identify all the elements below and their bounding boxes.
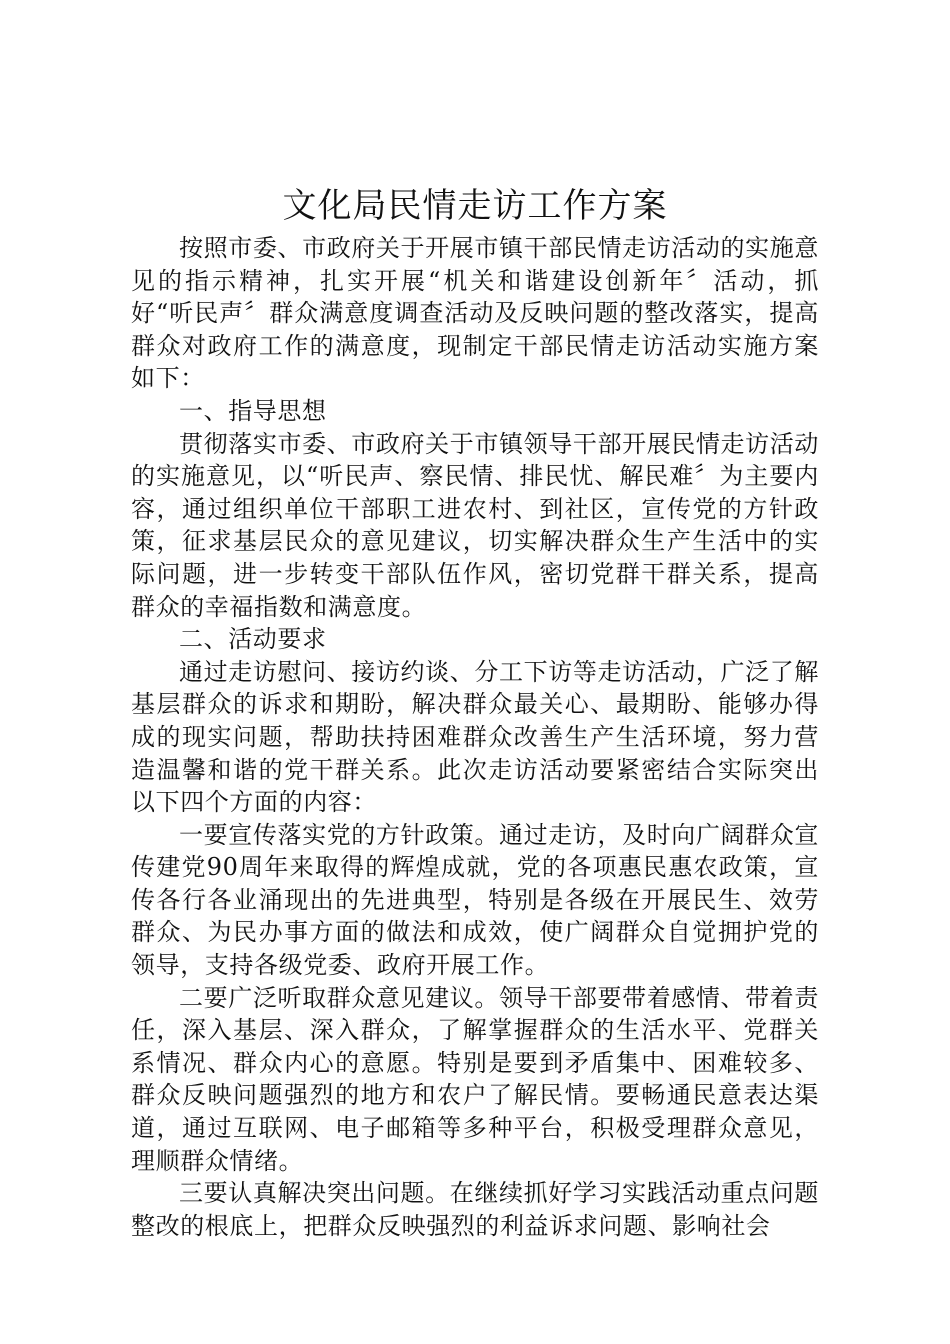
activity-requirements-paragraph: 通过走访慰问、接访约谈、分工下访等走访活动，广泛了解基层群众的诉求和期盼，解决群众最关心、最期盼、能够办得成的现实问题，帮助扶持困难群众改善生产生活环境，努力营造温馨和谐的党干群关系。此次走访活动要紧密结合实际突出以下四个方面的内容： <box>131 657 819 817</box>
intro-paragraph: 按照市委、市政府关于开展市镇干部民情走访活动的实施意见的指示精神，扎实开展“机关和谐建设创新年〞活动，抓好“听民声〞群众满意度调查活动及反映问题的整改落实，提高群众对政府工作的满意度，现制定干部民情走访活动实施方案如下： <box>131 234 819 393</box>
document-title: 文化局民情走访工作方案 <box>282 186 668 226</box>
section-heading-guiding-thought: 一、指导思想 <box>179 396 327 425</box>
guiding-thought-paragraph: 贯彻落实市委、市政府关于市镇领导干部开展民情走访活动的实施意见，以“听民声、察民情、排民忧、解民难〞为主要内容，通过组织单位干部职工进农村、到社区，宣传党的方针政策，征求基层民众的意见建议，切实解决群众生产生活中的实际问题，进一步转变干部队伍作风，密切党群干群关系，提高群众的幸福指数和满意度。 <box>131 429 819 621</box>
section-heading-activity-requirements: 二、活动要求 <box>179 625 327 654</box>
document-body <box>131 232 819 1242</box>
point-two-paragraph: 二要广泛听取群众意见建议。领导干部要带着感情、带着责任，深入基层、深入群众，了解掌握群众的生活水平、党群关系情况、群众内心的意愿。特别是要到矛盾集中、困难较多、群众反映问题强烈的地方和农户了解民情。要畅通民意表达渠道，通过互联网、电子邮箱等多种平台，积极受理群众意见，理顺群众情绪。 <box>131 983 819 1175</box>
point-one-paragraph: 一要宣传落实党的方针政策。通过走访，及时向广阔群众宣传建党90周年来取得的辉煌成就，党的各项惠民惠农政策，宣传各行各业涌现出的先进典型，特别是各级在开展民生、效劳群众、为民办事方面的做法和成效，使广阔群众自觉拥护党的领导，支持各级党委、政府开展工作。 <box>131 820 819 980</box>
point-three-paragraph: 三要认真解决突出问题。在继续抓好学习实践活动重点问题整改的根底上，把群众反映强烈的利益诉求问题、影响社会 <box>131 1179 819 1240</box>
